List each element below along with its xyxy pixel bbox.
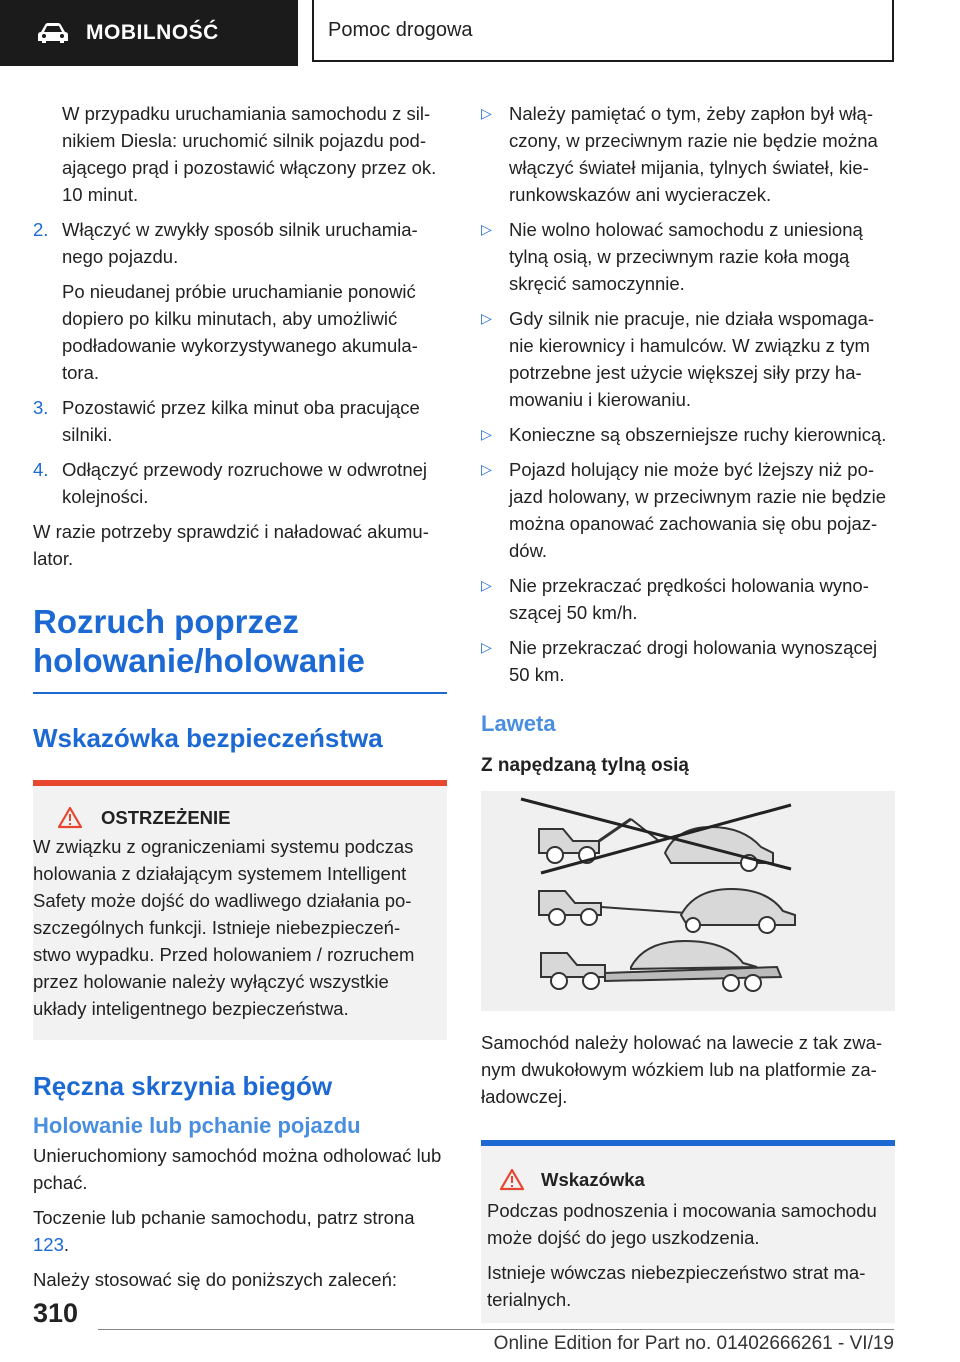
cross-ref-end: . [63, 1234, 70, 1255]
list-item [481, 216, 895, 297]
note-title: Wskazówka [541, 1169, 645, 1190]
tow-truck-icon [481, 791, 895, 1011]
footer-divider [98, 1329, 894, 1330]
warning-icon [499, 1168, 525, 1191]
section-heading: Rozruch poprzez holowanie/holowanie [33, 602, 447, 694]
note-text: Podczas podnoszenia i mocowania samochodu może dojść do jego uszkodzenia. [487, 1200, 877, 1248]
right-column [481, 100, 895, 1323]
warning-box [33, 780, 447, 1040]
bullet-text: Gdy silnik nie pracuje, nie działa wspomaga-nie kierownicy i hamulców. W związku z tym potrzebne jest użycie większej siły przy ha-mowaniu i kierowaniu. [509, 308, 875, 410]
step-text: Po nieudanej próbie uruchamianie ponowić dopiero po kilku minutach, aby umożliwić podładowanie wykorzystywanego akumula-tora. [62, 281, 418, 383]
cross-ref-text: Toczenie lub pchanie samochodu, patrz strona [33, 1207, 415, 1228]
bullet-text: Nie przekraczać prędkości holowania wyno-szącej 50 km/h. [509, 575, 869, 623]
warning-body: W związku z ograniczeniami systemu podczas holowania z działającym systemem Intelligent Safety może dojść do wadliwego działania po-szczególnych funkcji. Istnieje niebezpieczeń-stwo wypadku. Przed holowaniem / rozruchem przez holowanie należy wyłączyć wszystkie układy inteligentnego bezpieczeństwa. [33, 836, 415, 1019]
bullet-triangle-icon: ▷ [481, 577, 492, 593]
bullet-text: Nie wolno holować samochodu z uniesioną tylną osią, w przeciwnym razie koła mogą skręcić samoczynnie. [509, 219, 863, 294]
list-item [481, 100, 895, 208]
list-item [33, 456, 447, 510]
subsection-heading: Wskazówka bezpieczeństwa [33, 723, 383, 753]
bullet-text: Należy pamiętać o tym, żeby zapłon był włą-czony, w przeciwnym razie nie będzie można włączyć świateł mijania, tylnych świateł, kie-runkowskazów ani wycieraczek. [509, 103, 878, 205]
page-link[interactable]: 123 [33, 1234, 64, 1255]
warning-icon [57, 806, 83, 829]
list-item [481, 634, 895, 688]
bullet-text: Nie przekraczać drogi holowania wynoszącej 50 km. [509, 637, 878, 685]
towing-illustration [481, 791, 895, 1011]
step-intro-text: W przypadku uruchamiania samochodu z sil-nikiem Diesla: uruchomić silnik pojazdu pod-ającego prąd i pozostawić włączony przez ok. 10 minut. [62, 103, 437, 205]
section-label: MOBILNOŚĆ [86, 21, 219, 44]
list-item [481, 305, 895, 413]
note-text: Istnieje wówczas niebezpieczeństwo strat ma-terialnych. [487, 1262, 866, 1310]
topic-heading: Holowanie lub pchanie pojazdu [33, 1113, 361, 1138]
subsection-heading: Ręczna skrzynia biegów [33, 1071, 333, 1101]
paragraph: Unieruchomiony samochód można odholować lub pchać. [33, 1145, 442, 1193]
note-box [481, 1140, 895, 1323]
left-column [33, 100, 447, 1301]
bullet-triangle-icon: ▷ [481, 461, 492, 477]
list-item [33, 216, 447, 386]
bullet-triangle-icon: ▷ [481, 221, 492, 237]
bullet-triangle-icon: ▷ [481, 310, 492, 326]
figure-caption: Samochód należy holować na lawecie z tak zwa-nym dwukołowym wózkiem lub na platformie za-ładowczej. [481, 1032, 883, 1107]
paragraph: Należy stosować się do poniższych zaleceń: [33, 1269, 398, 1290]
subtopic-heading: Z napędzaną tylną osią [481, 755, 689, 776]
section-tab [0, 0, 298, 66]
car-icon [36, 22, 70, 44]
bullet-triangle-icon: ▷ [481, 639, 492, 655]
step-text: Pozostawić przez kilka minut oba pracujące silniki. [62, 397, 420, 445]
bullet-text: Pojazd holujący nie może być lżejszy niż po-jazd holowany, w przeciwnym razie nie będzie można opanować zachowania się obu pojaz-dów. [509, 459, 887, 561]
topic-heading: Laweta [481, 711, 556, 736]
battery-note: W razie potrzeby sprawdzić i naładować akumu-lator. [33, 521, 429, 569]
list-item [481, 421, 895, 448]
bullet-text: Konieczne są obszerniejsze ruchy kierownicą. [509, 424, 887, 445]
paragraph [33, 1204, 447, 1258]
step-number: 2. [33, 219, 49, 240]
page-number: 310 [33, 1298, 79, 1328]
chapter-header [312, 0, 894, 62]
edition-footer: Online Edition for Part no. 01402666261 - VI/19 [493, 1333, 894, 1354]
list-item [33, 394, 447, 448]
bullet-triangle-icon: ▷ [481, 426, 492, 442]
step-text: Włączyć w zwykły sposób silnik uruchamia-nego pojazdu. [62, 219, 418, 267]
bullet-triangle-icon: ▷ [481, 105, 492, 121]
step-number: 4. [33, 459, 49, 480]
chapter-title: Pomoc drogowa [328, 18, 473, 41]
step-number: 3. [33, 397, 49, 418]
step-text: Odłączyć przewody rozruchowe w odwrotnej kolejności. [62, 459, 428, 507]
list-item [481, 572, 895, 626]
warning-title: OSTRZEŻENIE [101, 807, 231, 828]
list-item [481, 456, 895, 564]
